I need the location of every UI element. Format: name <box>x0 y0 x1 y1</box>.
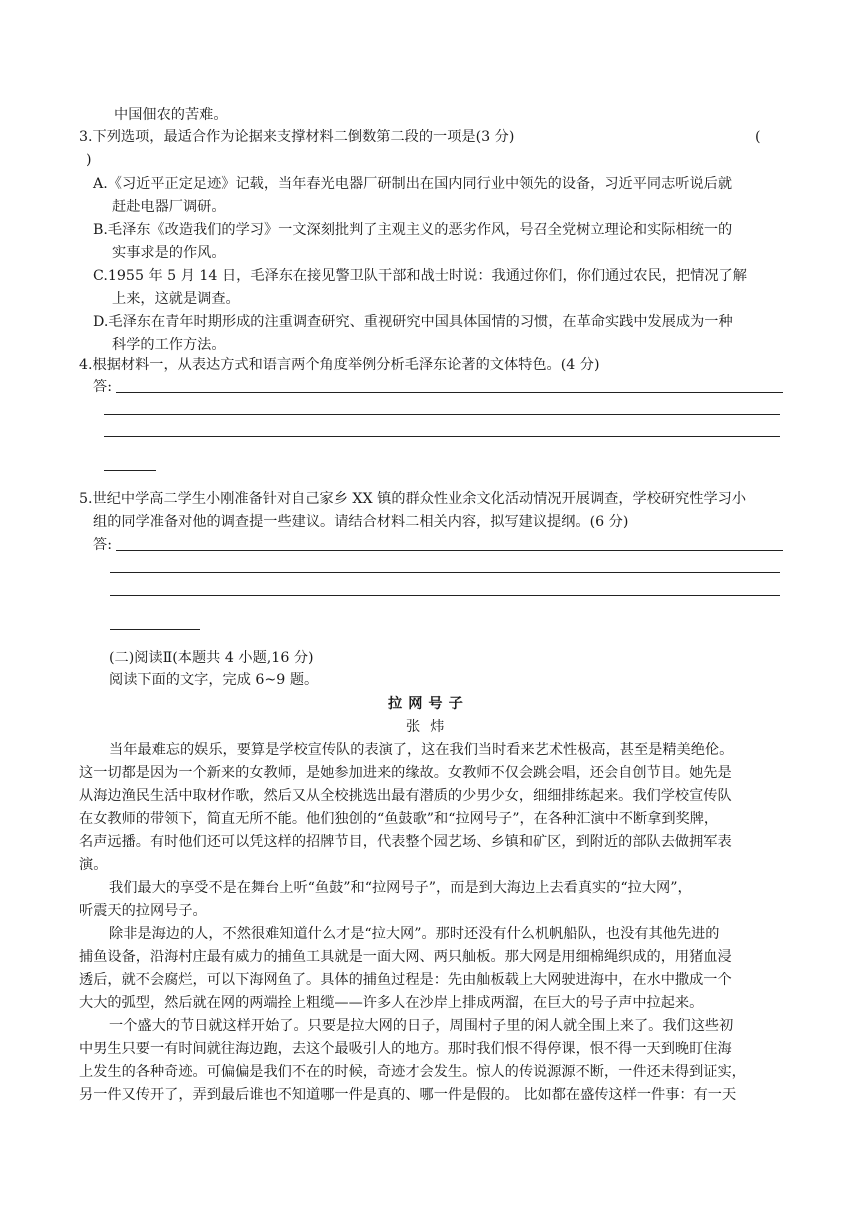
question-4: 4.根据材料一，从表达方式和语言两个角度举例分析毛泽东论著的文体特色。(4 分) <box>79 357 600 373</box>
option-a-line2: 赶赴电器厂调研。 <box>112 199 226 215</box>
question-5-line1: 5.世纪中学高二学生小刚准备针对自己家乡 XX 镇的群众性业余文化活动情况开展调查，学校研究性学习小 <box>79 491 747 507</box>
question-3-answer-paren-close: ) <box>86 152 92 168</box>
section-2-heading: (二)阅读Ⅱ(本题共 4 小题,16 分) <box>109 650 314 666</box>
option-b-line1: B.毛泽东《改造我们的学习》一文深刻批判了主观主义的恶劣作风，号召全党树立理论和实际相统一的 <box>93 222 733 238</box>
option-c-line2: 上来，这就是调查。 <box>112 291 240 307</box>
option-a-line1: A.《习近平正定足迹》记载，当年春光电器厂研制出在国内同行业中领先的设备，习近平同志听说后就 <box>93 176 733 192</box>
paragraph-line: 名声远播。有时他们还可以凭这样的招牌节目，代表整个园艺场、乡镇和矿区，到附近的部队去做拥军表 <box>79 834 732 850</box>
paragraph-line: 上发生的各种奇迹。可偏偏是我们不在的时候，奇迹才会发生。惊人的传说源源不断，一件还未得到证实， <box>79 1064 746 1080</box>
paragraph-line: 大大的弧型，然后就在网的两端拴上粗缆——许多人在沙岸上排成两溜，在巨大的号子声中拉起来。 <box>79 995 704 1011</box>
option-d-line1: D.毛泽东在青年时期形成的注重调查研究、重视研究中国具体国情的习惯，在革命实践中发展成为一种 <box>93 314 733 330</box>
story-author: 张炜 <box>406 719 455 735</box>
answer-line[interactable] <box>116 392 783 393</box>
paragraph-line: 我们最大的享受不是在舞台上听“鱼鼓”和“拉网号子”，而是到大海边上去看真实的“拉大网”， <box>109 880 692 896</box>
answer-line[interactable] <box>104 436 780 437</box>
paragraph-line: 捕鱼设备，沿海村庄最有威力的捕鱼工具就是一面大网、两只舢板。那大网是用细棉绳织成的，用猪血浸 <box>79 949 732 965</box>
paragraph-line: 从海边渔民生活中取材作歌，然后又从全校挑选出最有潜质的少男少女，细细排练起来。我们学校宣传队 <box>79 788 732 804</box>
story-title: 拉网号子 <box>388 696 469 712</box>
question-4-answer-label: 答: <box>93 379 112 395</box>
paragraph-line: 在女教师的带领下，简直无所不能。他们独创的“鱼鼓歌”和“拉网号子”，在各种汇演中不断拿到奖牌， <box>79 811 719 827</box>
answer-line-short[interactable] <box>110 629 200 630</box>
paragraph-line: 中男生只要一有时间就往海边跑，去这个最吸引人的地方。那时我们恨不得停课，恨不得一天到晚盯住海 <box>79 1041 732 1057</box>
question-5-line2: 组的同学准备对他的调查提一些建议。请结合材料二相关内容，拟写建议提纲。(6 分) <box>93 514 629 530</box>
option-d-line2: 科学的工作方法。 <box>112 337 226 353</box>
paragraph-line: 另一件又传开了，弄到最后谁也不知道哪一件是真的、哪一件是假的。 比如都在盛传这样一件事：有一天 <box>79 1087 737 1103</box>
question-3-answer-paren-open: ( <box>755 129 761 145</box>
paragraph-line: 当年最难忘的娱乐，要算是学校宣传队的表演了，这在我们当时看来艺术性极高，甚至是精美绝伦。 <box>109 742 734 758</box>
question-3: 3.下列选项，最适合作为论据来支撑材料二倒数第二段的一项是(3 分) <box>79 129 515 145</box>
paragraph-line: 除非是海边的人，不然很难知道什么才是“拉大网”。那时还没有什么机帆船队，也没有其他先进的 <box>109 926 720 942</box>
paragraph-line: 一个盛大的节日就这样开始了。只要是拉大网的日子，周围村子里的闲人就全围上来了。我们这些初 <box>109 1018 734 1034</box>
answer-line[interactable] <box>110 572 780 573</box>
answer-line[interactable] <box>104 414 780 415</box>
option-b-line2: 实事求是的作风。 <box>112 245 226 261</box>
answer-line[interactable] <box>110 595 780 596</box>
question-5-answer-label: 答: <box>93 537 112 553</box>
paragraph-line: 透后，就不会腐烂，可以下海网鱼了。具体的捕鱼过程是：先由舢板载上大网驶进海中，在水中撒成一个 <box>79 972 732 988</box>
answer-line-short[interactable] <box>104 470 156 471</box>
paragraph-line: 演。 <box>79 857 108 873</box>
answer-line[interactable] <box>116 550 783 551</box>
section-2-instruction: 阅读下面的文字，完成 6~9 题。 <box>109 672 319 688</box>
paragraph-line: 这一切都是因为一个新来的女教师，是她参加进来的缘故。女教师不仅会跳会唱，还会自创节目。她先是 <box>79 765 732 781</box>
option-c-line1: C.1955 年 5 月 14 日，毛泽东在接见警卫队干部和战士时说：我通过你们，你们通过农民，把情况了解 <box>93 268 747 284</box>
paragraph-line: 听震天的拉网号子。 <box>79 903 207 919</box>
line-continuation: 中国佃农的苦难。 <box>114 107 228 123</box>
